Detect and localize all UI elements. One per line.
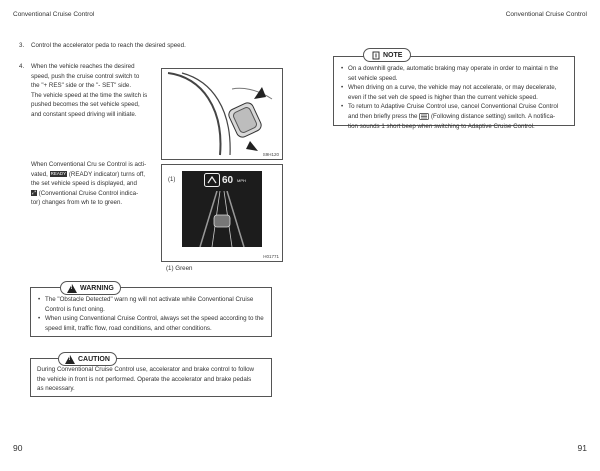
warning-item: • When using Conventional Cruise Control, always set the speed according to the speed limit, traffic flow, road conditions, and other conditions.: [37, 314, 265, 333]
indicator-line-2: [31, 170, 155, 180]
note-label: [363, 48, 411, 62]
header-left: Conventional Cruise Control: [13, 11, 95, 18]
header-right: Conventional Cruise Control: [505, 11, 587, 18]
step-3-number: 3.: [19, 42, 25, 49]
indicator-line: tor) changes from wh te to green.: [31, 199, 123, 207]
indicator-line-4: [31, 189, 155, 199]
step-4-line: the "+ RES" side or the "- SET" side.: [31, 82, 132, 90]
indicator-line-2-post: (READY indicator) turns off,: [68, 170, 145, 178]
arrow-down-icon: [246, 141, 258, 151]
warning-triangle-icon: [67, 284, 77, 293]
step-4-text: [31, 62, 155, 120]
step-4-line: pushed becomes the set vehicle speed,: [31, 101, 140, 109]
caution-label-text: CAUTION: [78, 355, 110, 363]
steering-switch-illustration: [162, 69, 282, 159]
note-item: [340, 102, 572, 131]
cruise-indicator-icon: [204, 173, 220, 187]
step-4-number: 4.: [19, 63, 25, 70]
indicator-line-2-pre: vated,: [31, 170, 48, 178]
warning-label: [60, 281, 121, 295]
caution-triangle-icon: [65, 355, 75, 364]
figure-2-code: H01771: [263, 254, 279, 259]
indicator-paragraph: [31, 160, 155, 208]
indicator-line: the set vehicle speed is displayed, and: [31, 180, 137, 188]
note-line-post: (Following distance setting) switch. A notifica-: [430, 112, 556, 120]
set-speed-unit: MPH: [237, 178, 246, 183]
caution-label: [58, 352, 117, 366]
caution-content: [37, 365, 267, 394]
warning-content: [37, 295, 265, 333]
caution-line: as necessary.: [37, 385, 75, 393]
figure-2-callout: (1): [168, 177, 176, 183]
indicator-line: When Conventional Cru se Control is acti-: [31, 161, 147, 168]
note-content: [340, 64, 572, 131]
warning-label-text: WARNING: [80, 284, 114, 292]
indicator-line-4-post: (Conventional Cruise Control indica-: [38, 189, 139, 197]
set-speed-value: 60: [222, 175, 234, 186]
step-4-line: and constant speed driving will initiate.: [31, 110, 137, 118]
note-line-pre: and then briefly press the: [348, 112, 418, 120]
step-4-line: The vehicle speed at the time the switch is: [31, 91, 148, 99]
ready-indicator-icon: READY: [50, 170, 67, 176]
dashboard-screen: [182, 171, 262, 247]
note-line: tion sounds 1 short beep when switching to Adaptive Cruise Control.: [348, 122, 535, 130]
lead-vehicle-icon: [214, 215, 230, 227]
page-number-right: 91: [577, 443, 587, 453]
note-item: [340, 83, 572, 102]
step-4-line: When the vehicle reaches the desired: [31, 63, 135, 70]
warning-item: • The "Obstacle Detected" warn ng will not activate while Conventional Cruise Control is funct oning.: [37, 295, 265, 314]
caution-line: the vehicle in front is not performed. Operate the accelerator and brake pedals: [37, 375, 252, 383]
step-4-line: speed, push the cruise control switch to: [31, 72, 140, 80]
note-icon: [372, 51, 380, 60]
arrow-up-icon: [254, 87, 266, 99]
road-view-illustration: [182, 191, 262, 247]
note-box: [333, 56, 575, 130]
figure-display: [161, 164, 283, 262]
cruise-indicator-icon: ⤢: [32, 190, 37, 197]
page-number-left: 90: [13, 443, 23, 453]
following-distance-icon: [419, 113, 429, 120]
caution-line: During Conventional Cruise Control use, accelerator and brake control to follow: [37, 366, 255, 373]
note-item: [340, 64, 572, 83]
figure-cruise-switch: [161, 68, 283, 160]
note-line: • On a downhill grade, automatic braking may operate in order to maintai n the: [348, 65, 559, 72]
note-line: • When driving on a curve, the vehicle may not accelerate, or may decelerate,: [348, 84, 557, 92]
note-line: set vehicle speed.: [348, 74, 398, 82]
figure-2-caption: (1) Green: [166, 265, 193, 272]
note-line: even if the set veh cle speed is higher than the current vehicle speed.: [348, 93, 538, 101]
note-line: • To return to Adaptive Cruise Control use, cancel Conventional Cruise Control: [348, 103, 559, 111]
note-line-with-icon: [348, 112, 572, 122]
step-3-text: Control the accelerator peda to reach the desired speed.: [31, 42, 186, 49]
figure-1-code: S9H120: [262, 152, 279, 157]
note-label-text: NOTE: [383, 51, 403, 59]
